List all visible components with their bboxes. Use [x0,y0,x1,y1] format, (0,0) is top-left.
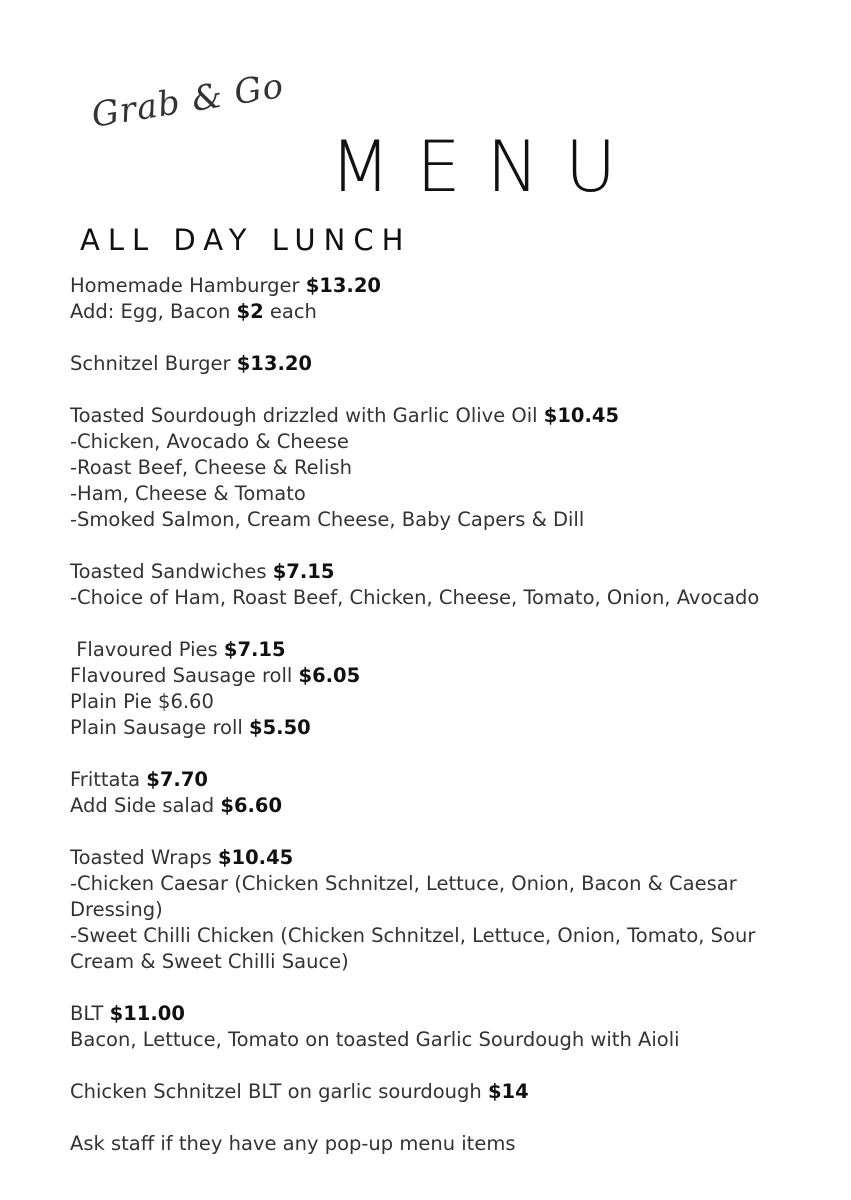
menu-item-option: -Chicken Caesar (Chicken Schnitzel, Lettuce, Onion, Bacon & Caesar Dressing) [70,872,737,921]
menu-item-line: Plain Sausage roll $5.50 [70,716,311,739]
menu-item-price: $13.20 [305,274,381,297]
menu-item-line: Flavoured Sausage roll $6.05 [70,664,361,687]
menu-group-chicken-schnitzel-blt [70,1079,790,1105]
menu-group-toasted-wraps [70,845,790,975]
menu-item-option: -Roast Beef, Cheese & Relish [70,456,352,479]
menu-group-pies [70,637,790,741]
menu-item-line: Add: Egg, Bacon $2 each [70,300,317,323]
menu-item-price: $7.15 [223,638,286,661]
menu-item-description: Bacon, Lettuce, Tomato on toasted Garlic Sourdough with Aioli [70,1028,680,1051]
menu-footer-note [70,1131,790,1157]
menu-item-price: $11.00 [109,1002,185,1025]
menu-item-line: Frittata $7.70 [70,768,208,791]
menu-item-price: $7.70 [146,768,208,791]
menu-item-option: -Ham, Cheese & Tomato [70,482,306,505]
menu-group-toasted-sandwiches [70,559,790,611]
menu-group-schnitzel-burger [70,351,790,377]
menu-item-price: $6.60 [220,794,283,817]
menu-item-line: Toasted Wraps $10.45 [70,846,294,869]
menu-group-hamburger [70,273,790,325]
menu-item-price: $14 [487,1080,529,1103]
menu-title: MENU [330,126,643,208]
menu-item-line: Homemade Hamburger $13.20 [70,274,381,297]
menu-item-option: -Sweet Chilli Chicken (Chicken Schnitzel, Lettuce, Onion, Tomato, Sour Cream & Sweet Chilli Sauce) [70,924,756,973]
grab-and-go-script-title: Grab & Go [88,65,287,136]
menu-item-line: Toasted Sourdough drizzled with Garlic Olive Oil $10.45 [70,404,620,427]
menu-item-price: $13.20 [236,352,312,375]
menu-item-price: $6.05 [298,664,361,687]
menu-group-blt [70,1001,790,1053]
pop-up-items-note: Ask staff if they have any pop-up menu items [70,1132,516,1155]
menu-item-price: $10.45 [543,404,620,427]
menu-item-option: -Choice of Ham, Roast Beef, Chicken, Cheese, Tomato, Onion, Avocado [70,586,760,609]
menu-item-line: Plain Pie $6.60 [70,690,214,713]
menu-item-line: Schnitzel Burger $13.20 [70,352,312,375]
menu-item-line: Flavoured Pies $7.15 [70,638,286,661]
menu-items-list [70,273,790,1183]
menu-item-price: $10.45 [217,846,294,869]
menu-item-line: BLT $11.00 [70,1002,185,1025]
menu-item-price: $7.15 [272,560,335,583]
menu-item-line: Toasted Sandwiches $7.15 [70,560,335,583]
menu-item-line: Chicken Schnitzel BLT on garlic sourdough $14 [70,1080,529,1103]
menu-item-line: Add Side salad $6.60 [70,794,283,817]
menu-item-price: $2 [236,300,264,323]
menu-group-frittata [70,767,790,819]
menu-item-price: $5.50 [249,716,311,739]
menu-group-toasted-sourdough [70,403,790,533]
menu-item-option: -Chicken, Avocado & Cheese [70,430,349,453]
section-title-all-day-lunch: ALL DAY LUNCH [80,223,412,257]
menu-item-option: -Smoked Salmon, Cream Cheese, Baby Capers & Dill [70,508,585,531]
